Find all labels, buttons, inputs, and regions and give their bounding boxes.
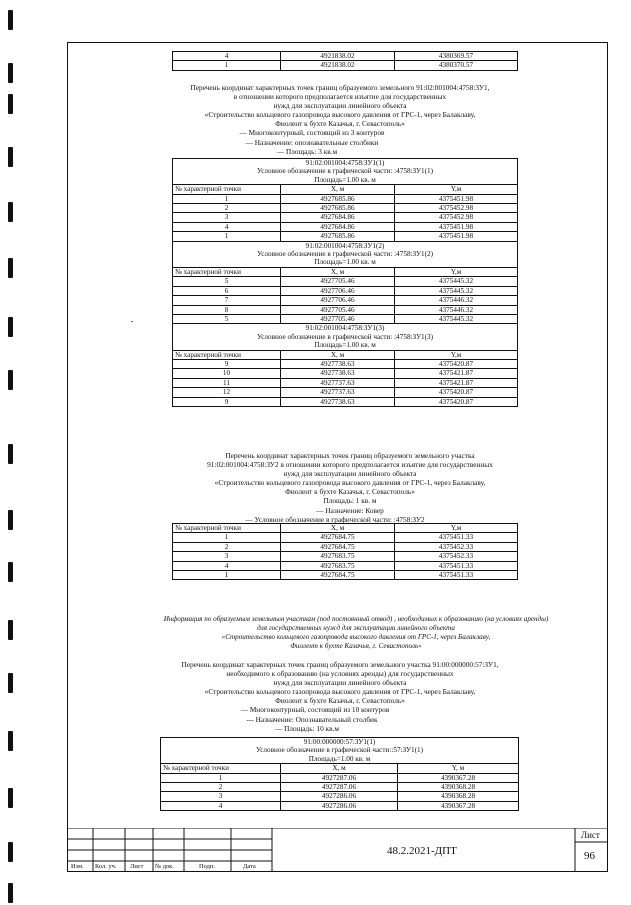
y-coordinate: 4375451.98: [395, 222, 518, 231]
table-header-row: [173, 524, 518, 533]
table-row: [161, 792, 519, 801]
contour-area: Площадь=1.00 кв. м: [161, 755, 519, 764]
table-row: [173, 52, 518, 61]
y-coordinate: 4380370.57: [395, 61, 518, 70]
table-row: [173, 359, 518, 368]
contour-id-row: [173, 324, 518, 333]
info-line: для государственных нужд для эксплуатации линейного объекта: [257, 624, 455, 633]
x-coordinate: 4927684.75: [281, 542, 395, 551]
stamp-label-date: Дата: [243, 863, 256, 870]
y-coordinate: 4390367.28: [398, 773, 519, 782]
contour-id: 91:02:001004:4758:ЗУ1(3): [173, 324, 518, 333]
caption-line: нужд для эксплуатации линейного объекта: [283, 469, 417, 479]
point-number: 1: [173, 194, 281, 203]
contour-id-row: [173, 159, 518, 168]
caption-line: Фиолент к бухте Казачья, г. Севастополь»: [285, 487, 415, 497]
y-coordinate: 4375451.33: [395, 561, 518, 570]
point-number: 1: [173, 61, 281, 70]
caption-line: --- Назначение: Опознавательный столбик: [246, 714, 378, 724]
table-header-row: [173, 267, 518, 276]
x-coordinate: 4927286.06: [281, 792, 398, 801]
contour-designation: Условное обозначение в графической части: :4758:ЗУ1(1): [173, 167, 518, 175]
info-line: Фиолент к бухте Казачья, г. Севастополь»: [290, 642, 422, 651]
x-coordinate: 4927684.86: [281, 213, 395, 222]
caption-line: в отношении которого предполагается изъятие для государственных: [233, 92, 447, 102]
section3-table: [160, 737, 519, 811]
contour-designation: Условное обозначение в графической части: :4758:ЗУ1(3): [173, 333, 518, 341]
contour-area: Площадь=1.00 кв. м: [173, 341, 518, 350]
y-coordinate: 4390368.28: [398, 783, 519, 792]
point-number: 4: [173, 52, 281, 61]
caption-line: — Площадь: 10 кв.м: [275, 723, 339, 733]
x-coordinate: 4927683.75: [281, 552, 395, 561]
column-header-point: № характерной точки: [173, 267, 281, 276]
y-coordinate: 4375420.87: [395, 359, 518, 368]
y-coordinate: 4375451.33: [395, 571, 518, 580]
caption-line: нужд для эксплуатации линейного объекта: [273, 678, 407, 688]
stamp-label-count: Кол. уч.: [95, 863, 117, 870]
binding-mark: [8, 370, 13, 390]
point-number: 2: [173, 204, 281, 213]
table-row: [173, 397, 518, 406]
binding-mark: [8, 788, 13, 808]
caption-line: — Назначение: опознавательные столбики: [245, 137, 379, 147]
point-number: 5: [173, 277, 281, 286]
table-row: [173, 213, 518, 222]
binding-mark: [8, 202, 13, 222]
column-header-y: Y,м: [395, 350, 518, 359]
x-coordinate: 4927738.63: [281, 369, 395, 378]
y-coordinate: 4375446.32: [395, 305, 518, 314]
x-coordinate: 4927683.75: [281, 561, 395, 570]
x-coordinate: 4927705.46: [281, 305, 395, 314]
y-coordinate: 4390368.28: [398, 792, 519, 801]
contour-id: 91:02:001004:4758:ЗУ1(1): [173, 159, 518, 168]
point-number: 7: [173, 296, 281, 305]
caption-line: необходимого к образованию (на условиях аренды) для государственных: [226, 669, 454, 679]
binding-mark: [8, 883, 13, 903]
x-coordinate: 4927738.63: [281, 359, 395, 368]
section3-caption: [140, 660, 540, 733]
x-coordinate: 4927287.06: [281, 773, 398, 782]
point-number: 3: [173, 213, 281, 222]
y-coordinate: 4375420.87: [395, 388, 518, 397]
column-header-y: Y,м: [395, 185, 518, 194]
table-row: [173, 232, 518, 241]
point-number: 1: [173, 571, 281, 580]
point-number: 3: [161, 792, 281, 801]
point-number: 4: [161, 801, 281, 810]
contour-id-row: [173, 241, 518, 250]
y-coordinate: 4375451.98: [395, 232, 518, 241]
point-number: 6: [173, 286, 281, 295]
binding-mark: [8, 510, 13, 530]
contour-area: Площадь=1.00 кв. м: [173, 258, 518, 267]
binding-mark: [8, 620, 13, 640]
y-coordinate: 4375451.33: [395, 533, 518, 542]
x-coordinate: 4927286.06: [281, 801, 398, 810]
column-header-point: № характерной точки: [173, 350, 281, 359]
document-code: 48.2.2021-ДПТ: [387, 845, 457, 857]
x-coordinate: 4927737.63: [281, 378, 395, 387]
point-number: 3: [173, 552, 281, 561]
column-header-y: Y,м: [395, 524, 518, 533]
table-row: [173, 533, 518, 542]
point-number: 8: [173, 305, 281, 314]
table-row: [173, 552, 518, 561]
contour-area-row: [173, 176, 518, 185]
x-coordinate: 4927705.46: [281, 277, 395, 286]
contour-area-row: [173, 341, 518, 350]
column-header-x: X, м: [281, 350, 395, 359]
table-row: [173, 314, 518, 323]
x-coordinate: 4921838.02: [281, 52, 395, 61]
table-row: [161, 801, 519, 810]
binding-mark: [8, 842, 13, 862]
contour-id: 91:02:001004:4758:ЗУ1(2): [173, 241, 518, 250]
x-coordinate: 4927684.86: [281, 222, 395, 231]
x-coordinate: 4927738.63: [281, 397, 395, 406]
point-number: 4: [173, 222, 281, 231]
table-row: [173, 542, 518, 551]
caption-line: «Строительство кольцевого газопровода высокого давления от ГРС-1, через Балаклаву,: [204, 687, 476, 697]
contour-designation-row: [173, 333, 518, 341]
caption-line: 91:02:001004:4758:ЗУ2 в отношении которого предполагается изъятие для государственных: [207, 460, 493, 470]
table-header-row: [173, 185, 518, 194]
table-row: [173, 378, 518, 387]
point-number: 1: [173, 533, 281, 542]
y-coordinate: 4390367.28: [398, 801, 519, 810]
x-coordinate: 4927685.86: [281, 194, 395, 203]
y-coordinate: 4375421.87: [395, 378, 518, 387]
table-row: [173, 286, 518, 295]
title-block: [67, 828, 608, 872]
caption-line: — Назначение: Ковер: [316, 505, 384, 515]
table-header-row: [173, 350, 518, 359]
caption-line: Перечень координат характерных точек границ образуемого земельного 91:02:001004:4758:ЗУ1,: [190, 83, 490, 92]
y-coordinate: 4375452.33: [395, 552, 518, 561]
contour-area-row: [173, 258, 518, 267]
binding-mark: [8, 147, 13, 167]
binding-mark: [8, 258, 13, 278]
y-coordinate: 4375420.87: [395, 397, 518, 406]
sheet-number: 96: [584, 850, 595, 862]
x-coordinate: 4921838.02: [281, 61, 395, 70]
point-number: 2: [173, 542, 281, 551]
x-coordinate: 4927706.46: [281, 296, 395, 305]
x-coordinate: 4927685.86: [281, 232, 395, 241]
x-coordinate: 4927287.06: [281, 783, 398, 792]
caption-line: — Многоконтурный, состоящий из 3 контуров: [239, 128, 385, 138]
column-header-point: № характерной точки: [173, 185, 281, 194]
binding-mark: [8, 562, 13, 582]
stamp-label-doc-number: № док.: [155, 863, 174, 870]
point-number: 1: [173, 232, 281, 241]
caption-line: Перечень координат характерных точек границ образуемого земельного участка 91:00:000000:57:ЗУ1,: [181, 660, 499, 669]
contour-area-row: [161, 755, 519, 764]
caption-line: — Многоконтурный, состоящий из 10 контуров: [240, 705, 390, 715]
info-line: «Строительство кольцевого газопровода высокого давления от ГРС-1, через Балаклаву,: [221, 633, 491, 642]
table-row: [173, 296, 518, 305]
table-row: [173, 61, 518, 70]
stamp-label-sheet: Лист: [130, 863, 144, 870]
caption-line: — Условное обозначение в графической части: :4758:ЗУ2: [245, 514, 425, 524]
column-header-x: X, м: [281, 764, 398, 773]
x-coordinate: 4927706.46: [281, 286, 395, 295]
section1-caption: [140, 83, 540, 156]
table-header-row: [161, 764, 519, 773]
title-block-grid: [67, 828, 608, 872]
table-row: [161, 773, 519, 782]
column-header-y: Y,м: [395, 267, 518, 276]
binding-marks: [0, 0, 20, 905]
table-row: [173, 388, 518, 397]
point-number: 1: [161, 773, 281, 782]
caption-line: Фиолент к бухте Казачья, г. Севастополь»: [275, 119, 405, 129]
stamp-label-change: Изм.: [71, 863, 84, 870]
binding-mark: [8, 10, 13, 30]
table-row: [173, 222, 518, 231]
caption-line: Площадь: 1 кв. м: [323, 496, 377, 506]
y-coordinate: 4375446.32: [395, 296, 518, 305]
table-row: [173, 305, 518, 314]
binding-mark: [8, 317, 13, 337]
binding-mark: [8, 673, 13, 693]
contour-area: Площадь=1.00 кв. м: [173, 176, 518, 185]
y-coordinate: 4380369.57: [395, 52, 518, 61]
caption-line: Фиолент к бухте Казачья, г. Севастополь»: [275, 696, 405, 706]
info-italic-block: [100, 615, 612, 651]
caption-line: «Строительство кольцевого газопровода высокого давления от ГРС-1, через Балаклаву,: [204, 110, 476, 120]
point-number: 5: [173, 314, 281, 323]
point-number: 11: [173, 378, 281, 387]
binding-mark: [8, 63, 13, 83]
y-coordinate: 4375445.32: [395, 286, 518, 295]
table-row: [173, 204, 518, 213]
stamp-label-signature: Подп.: [199, 863, 215, 870]
contour-designation: Условное обозначение в графической части::57:ЗУ1(1): [161, 746, 519, 754]
column-header-point: № характерной точки: [161, 764, 281, 773]
caption-line: Перечень координат характерных точек границ образуемого земельного участка: [225, 451, 475, 460]
point-number: 4: [173, 561, 281, 570]
table-row: [173, 277, 518, 286]
x-coordinate: 4927684.75: [281, 571, 395, 580]
y-coordinate: 4375452.98: [395, 213, 518, 222]
point-number: 12: [173, 388, 281, 397]
y-coordinate: 4375421.87: [395, 369, 518, 378]
caption-line: «Строительство кольцевого газопровода высокого давления от ГРС-1, через Балаклаву,: [214, 478, 486, 488]
x-coordinate: 4927705.46: [281, 314, 395, 323]
info-line: Информация по образуемым земельным участкам (под постоянный отвод) , необходимых к образованию (на условиях аренды): [163, 615, 549, 623]
column-header-point: № характерной точки: [173, 524, 281, 533]
binding-mark: [8, 731, 13, 751]
y-coordinate: 4375452.98: [395, 204, 518, 213]
y-coordinate: 4375452.33: [395, 542, 518, 551]
section1-table: [172, 158, 518, 407]
table-row: [173, 369, 518, 378]
contour-designation: Условное обозначение в графической части: :4758:ЗУ1(2): [173, 250, 518, 258]
point-number: 2: [161, 783, 281, 792]
y-coordinate: 4375445.32: [395, 314, 518, 323]
contour-designation-row: [173, 250, 518, 258]
x-coordinate: 4927684.75: [281, 533, 395, 542]
top-table: [172, 51, 518, 71]
x-coordinate: 4927737.63: [281, 388, 395, 397]
column-header-x: X, м: [281, 524, 395, 533]
section2-caption: [160, 451, 540, 524]
caption-line: — Площадь: 3 кв.м: [276, 146, 338, 156]
table-row: [173, 571, 518, 580]
sheet-label: Лист: [581, 830, 600, 840]
table-row: [173, 194, 518, 203]
point-number: 9: [173, 359, 281, 368]
column-header-x: X, м: [281, 185, 395, 194]
contour-id: 91:00:000000:57:ЗУ1(1): [161, 738, 519, 747]
column-header-x: X, м: [281, 267, 395, 276]
table-row: [173, 561, 518, 570]
section2-table: [172, 523, 518, 580]
contour-designation-row: [161, 746, 519, 754]
caption-line: нужд для эксплуатации линейного объекта: [273, 101, 407, 111]
y-coordinate: 4375451.98: [395, 194, 518, 203]
point-number: 9: [173, 397, 281, 406]
column-header-y: Y, м: [398, 764, 519, 773]
table-row: [161, 783, 519, 792]
binding-mark: [8, 94, 13, 114]
contour-id-row: [161, 738, 519, 747]
point-number: 10: [173, 369, 281, 378]
binding-mark: [8, 444, 13, 464]
contour-designation-row: [173, 167, 518, 175]
x-coordinate: 4927685.86: [281, 204, 395, 213]
y-coordinate: 4375445.32: [395, 277, 518, 286]
